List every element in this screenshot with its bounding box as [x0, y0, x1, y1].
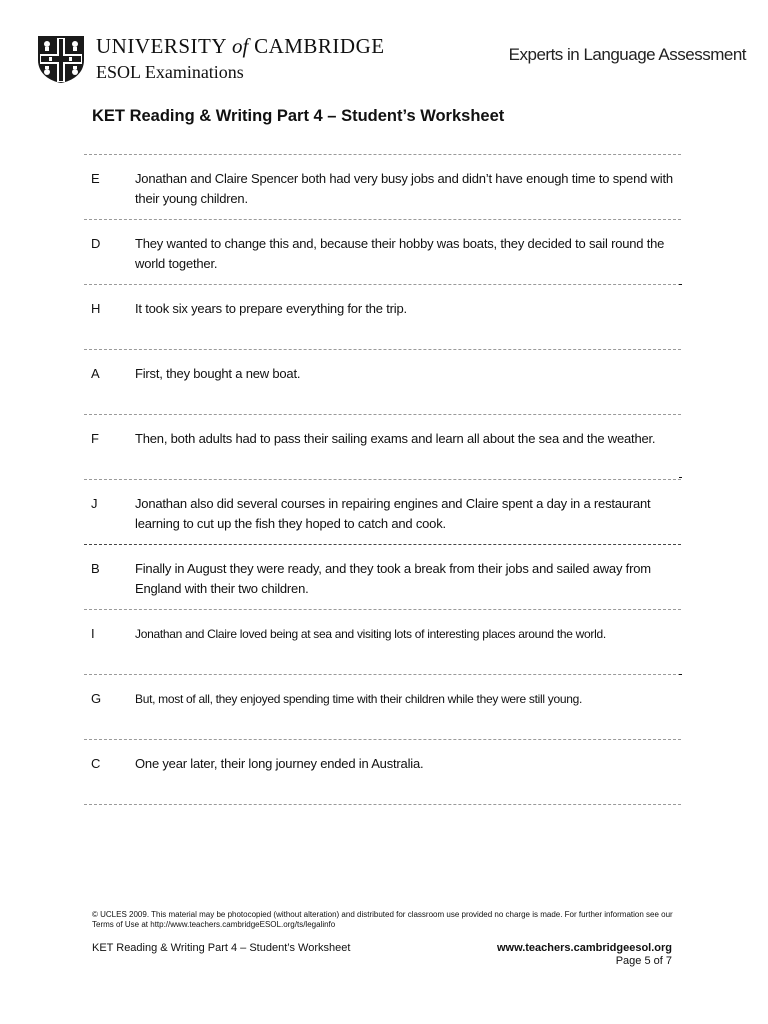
sentence-text: Jonathan and Claire Spencer both had very busy jobs and didn’t have enough time to spend with their young children. [135, 171, 673, 206]
university-name [96, 34, 385, 59]
sentence-list [84, 154, 681, 805]
sentence-letter: H [91, 301, 101, 316]
sentence-letter: J [91, 496, 98, 511]
sentence-text: They wanted to change this and, because their hobby was boats, they decided to sail round the world together. [135, 236, 665, 271]
cambridge-crest-icon [36, 34, 86, 84]
list-item [84, 609, 681, 674]
university-suffix: CAMBRIDGE [254, 34, 385, 58]
sentence-text: But, most of all, they enjoyed spending time with their children while they were still young. [135, 692, 583, 706]
list-item [84, 739, 681, 805]
sentence-text: First, they bought a new boat. [135, 366, 301, 381]
list-item [84, 219, 681, 284]
sentence-letter: G [91, 691, 102, 706]
page-title: KET Reading & Writing Part 4 – Student’s Worksheet [92, 107, 505, 125]
copyright-notice: © UCLES 2009. This material may be photocopied (without alteration) and distributed for classroom use provided no charge is made. For further information see our Terms of Use at http://www.teachers.cambridgeESOL.org/ts/legalinfo [92, 910, 673, 929]
list-item [84, 349, 681, 414]
margin-tick [679, 284, 682, 285]
sentence-letter: C [91, 756, 101, 771]
sentence-text: It took six years to prepare everything for the trip. [135, 301, 407, 316]
sentence-text: Jonathan also did several courses in repairing engines and Claire spent a day in a restaurant learning to cut up the fish they hoped to catch and cook. [135, 496, 651, 531]
sentence-text: Then, both adults had to pass their sailing exams and learn all about the sea and the weather. [135, 431, 656, 446]
list-item [84, 154, 681, 219]
sentence-letter: B [91, 561, 100, 576]
sentence-letter: A [91, 366, 100, 381]
list-item [84, 414, 681, 479]
footer-doc-name: KET Reading & Writing Part 4 – Student’s Worksheet [92, 942, 351, 954]
sentence-letter: E [91, 171, 100, 186]
list-item [84, 544, 681, 609]
tagline: Experts in Language Assessment [508, 45, 746, 64]
sentence-text: One year later, their long journey ended in Australia. [135, 756, 424, 771]
page-number: Page 5 of 7 [615, 955, 672, 967]
sentence-text: Jonathan and Claire loved being at sea and visiting lots of interesting places around the world. [135, 627, 606, 641]
list-item [84, 284, 681, 349]
university-prefix: UNIVERSITY [96, 34, 227, 58]
page-header [36, 30, 746, 86]
list-item [84, 479, 681, 544]
sentence-letter: I [91, 626, 95, 641]
sentence-letter: D [91, 236, 101, 251]
footer-url-link[interactable]: www.teachers.cambridgeesol.org [496, 942, 672, 954]
margin-tick [679, 477, 682, 478]
sentence-letter: F [91, 431, 99, 446]
university-of: of [231, 34, 249, 58]
sentence-text: Finally in August they were ready, and they took a break from their jobs and sailed away from England with their two children. [135, 561, 651, 596]
margin-tick [679, 674, 682, 675]
list-item [84, 674, 681, 739]
esol-subtitle: ESOL Examinations [96, 62, 244, 82]
